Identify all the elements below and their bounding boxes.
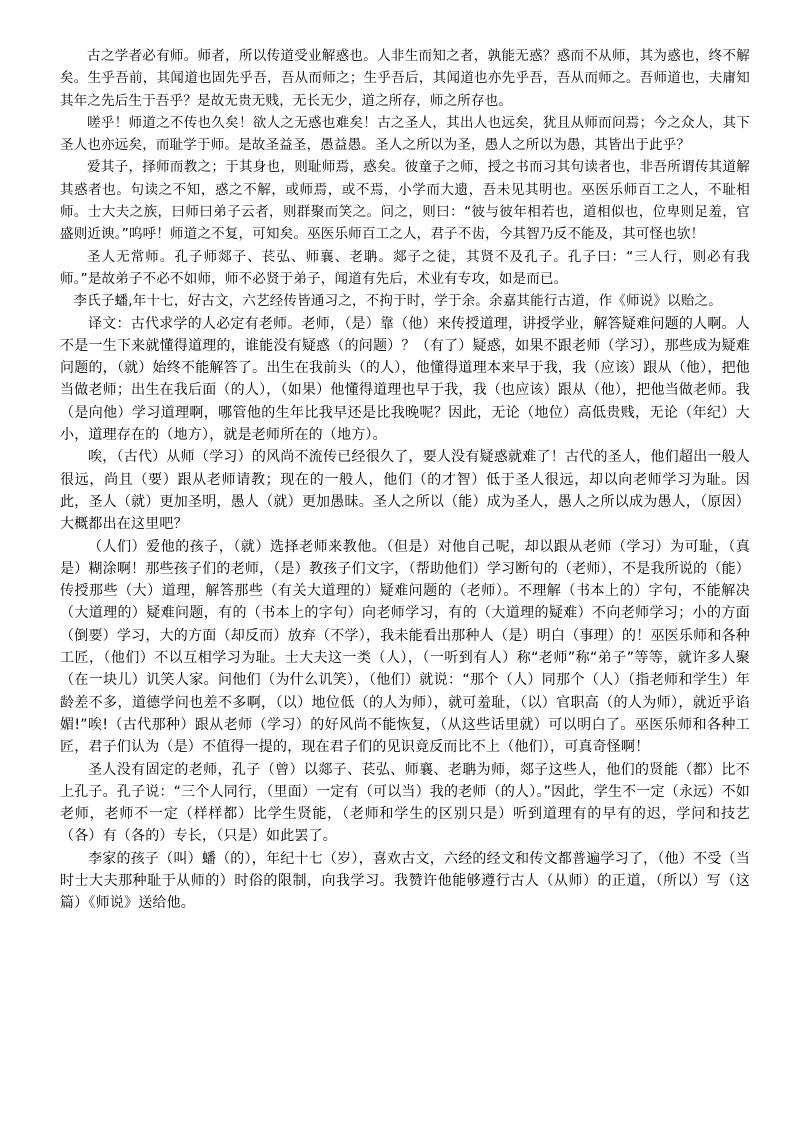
original-closing-paragraph: 李氏子蟠,年十七，好古文，六艺经传皆通习之，不拘于时，学于余。余嘉其能行古道，作《师说》以贻之。 bbox=[73, 293, 722, 310]
original-paragraph-4: 圣人无常师。孔子师郯子、苌弘、师襄、老聃。郯子之徒，其贤不及孔子。孔子曰：“三人行，则必有我师。”是故弟子不必不如师，师不必贤于弟子，闻道有先后，术业有专攻，如是而已。 bbox=[60, 248, 750, 287]
translation-paragraph-3: （人们）爱他的孩子，（就）选择老师来教他。（但是）对他自己呢，却以跟从老师（学习）为可耻，（真是）糊涂啊！那些孩子们的老师，（是）教孩子们文字，（帮助他们）学习断句的（老师），不是我所说的（能）传授那些（大）道理，解答那些（有关大道理的）疑难问题的（老师）。不理解（书本上的）字句，不能解决（大道理的）疑难问题，有的（书本上的字句）向老师学习，有的（大道理的疑难）不向老师学习；小的方面（倒要）学习，大的方面（却反而）放弃（不学），我未能看出那种人（是）明白（事理）的！巫医乐师和各种工匠，（他们）不以互相学习为耻。士大夫这一类（人），（一听到有人）称“老师”称“弟子”等等，就许多人聚（在一块儿）讥笑人家。问他们（为什么讥笑），（他们）就说：“那个（人）同那个（人）（指老师和学生）年龄差不多，道德学问也差不多啊，（以）地位低（的人为师），就可羞耻，（以）官职高（的人为师），就近乎谄媚!”唉!（古代那种）跟从老师（学习）的好风尚不能恢复，（从这些话里就）可以明白了。巫医乐师和各种工匠，君子们认为（是）不值得一提的，现在君子们的见识竟反而比不上（他们），可真奇怪啊！ bbox=[60, 538, 750, 756]
translation-paragraph-4: 圣人没有固定的老师，孔子（曾）以郯子、苌弘、师襄、老聃为师，郯子这些人，他们的贤能（都）比不上孔子。孔子说：“三个人同行，（里面）一定有（可以当）我的老师（的人）。”因此，学生不一定（永远）不如老师，老师不一定（样样都）比学生贤能，（老师和学生的区别只是）听到道理有的早有的迟，学问和技艺（各）有（各的）专长，（只是）如此罢了。 bbox=[60, 761, 750, 845]
translation-paragraph-5: 李家的孩子（叫）蟠（的），年纪十七（岁），喜欢古文，六经的经文和传文都普遍学习了，（他）不受（当时士大夫那种耻于从师的）时俗的限制，向我学习。我赞许他能够遵行古人（从师）的正道，（所以）写（这篇）《师说》送给他。 bbox=[60, 850, 750, 912]
translation-paragraph-1: 译文：古代求学的人必定有老师。老师，（是）靠（他）来传授道理，讲授学业，解答疑难问题的人啊。人不是一生下来就懂得道理的，谁能没有疑惑（的问题）？（有了）疑惑，如果不跟老师（学习），那些成为疑难问题的，（就）始终不能解答了。出生在我前头（的人），他懂得道理本来早于我，我（应该）跟从（他），把他当做老师；出生在我后面（的人），（如果）他懂得道理也早于我，我（也应该）跟从（他），把他当做老师。我（是向他）学习道理啊，哪管他的生年比我早还是比我晚呢？因此，无论（地位）高低贵贱，无论（年纪）大小，道理存在的（地方），就是老师所在的（地方）。 bbox=[60, 315, 750, 444]
translation-paragraph-2: 唉，（古代）从师（学习）的风尚不流传已经很久了，要人没有疑惑就难了！古代的圣人，他们超出一般人很远，尚且（要）跟从老师请教；现在的一般人，他们（的才智）低于圣人很远，却以向老师学习为耻。因此，圣人（就）更加圣明，愚人（就）更加愚昧。圣人之所以（能）成为圣人，愚人之所以成为愚人，（原因）大概都出在这里吧？ bbox=[60, 449, 750, 533]
original-paragraph-3: 爱其子，择师而教之；于其身也，则耻师焉，惑矣。彼童子之师，授之书而习其句读者也，非吾所谓传其道解其惑者也。句读之不知，惑之不解，或师焉，或不焉，小学而大遗，吾未见其明也。巫医乐师百工之人，不耻相师。士大夫之族，曰师曰弟子云者，则群聚而笑之。问之，则曰：“彼与彼年相若也，道相似也，位卑则足羞，官盛则近谀。”呜呼！师道之不复，可知矣。巫医乐师百工之人，君子不齿，今其智乃反不能及，其可怪也欤！ bbox=[60, 159, 750, 243]
document-page bbox=[60, 45, 750, 915]
original-paragraph-1: 古之学者必有师。师者，所以传道受业解惑也。人非生而知之者，孰能无惑？惑而不从师，其为惑也，终不解矣。生乎吾前，其闻道也固先乎吾，吾从而师之；生乎吾后，其闻道也亦先乎吾，吾从而师之。吾师道也，夫庸知其年之先后生于吾乎？是故无贵无贱，无长无少，道之所存，师之所存也。 bbox=[60, 48, 750, 109]
original-paragraph-2: 嗟乎！师道之不传也久矣！欲人之无惑也难矣！古之圣人，其出人也远矣，犹且从师而问焉；今之众人，其下圣人也亦远矣，而耻学于师。是故圣益圣，愚益愚。圣人之所以为圣，愚人之所以为愚，其皆出于此乎？ bbox=[60, 114, 750, 154]
